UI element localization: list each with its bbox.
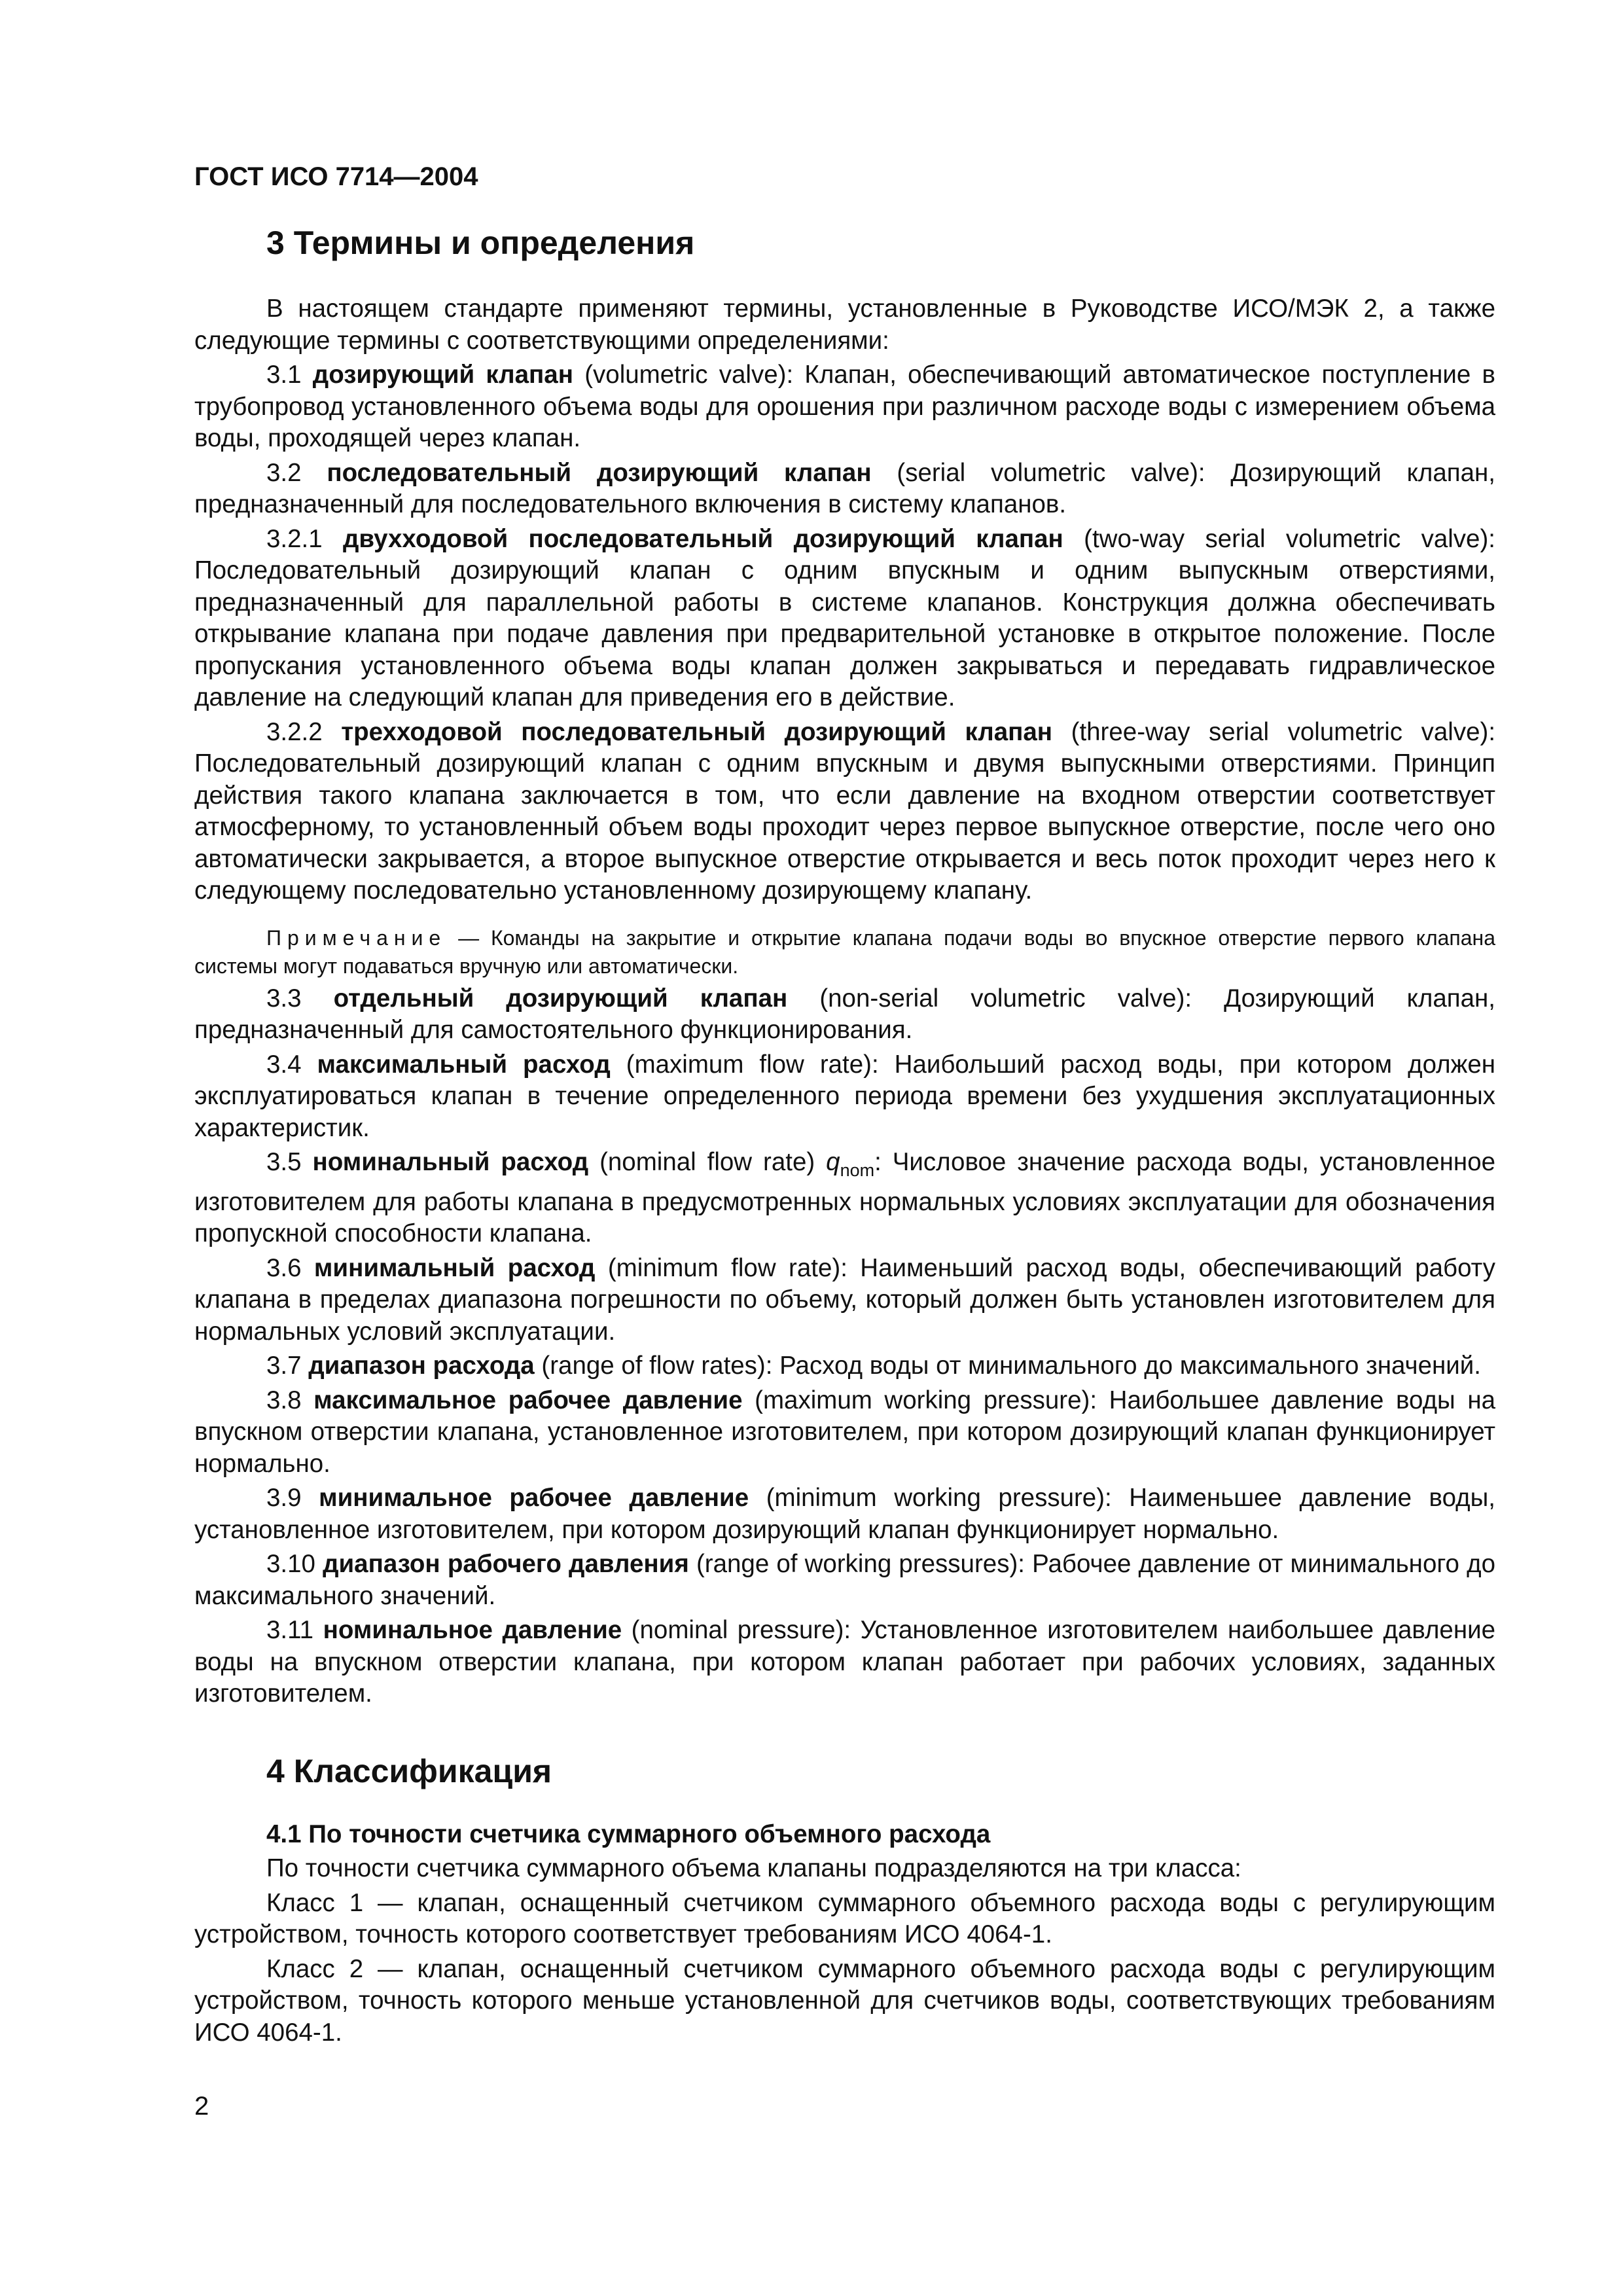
- term-3-6: [194, 1253, 1495, 1348]
- term-number: 3.2: [266, 458, 302, 487]
- term-name: двухходовой последовательный дозирующий клапан: [342, 524, 1063, 553]
- term-number: 3.10: [266, 1550, 315, 1578]
- term-3-1: [194, 359, 1495, 455]
- term-definition: (two-way serial volumetric valve): Последовательный дозирующий клапан с одним впускным и одним выпускным отверстиями, предназначенный для параллельной работы в системе клапанов. Конструкция должна обеспечивать открывание клапана при подаче давления при предварительной установке в открытое положение. После пропускания установленного объема воды клапан должен закрываться и передавать гидравлическое давление на следующий клапан для приведения его в действие.: [194, 524, 1495, 711]
- subsection-4-1-heading: 4.1 По точности счетчика суммарного объемного расхода: [266, 1820, 991, 1848]
- term-3-8: [194, 1385, 1495, 1480]
- term-3-4: [194, 1049, 1495, 1145]
- term-definition: (maximum flow rate): Наибольший расход воды, при котором должен эксплуатироваться клапан в течение определенного периода времени без ухудшения эксплуатационных характеристик.: [194, 1050, 1496, 1142]
- term-3-7: [194, 1350, 1495, 1382]
- term-number: 3.9: [266, 1484, 302, 1512]
- term-3-5: [194, 1147, 1495, 1250]
- section-3-heading: 3 Термины и определения: [266, 224, 695, 261]
- term-definition: (volumetric valve): Клапан, обеспечивающий автоматическое поступление в трубопровод установленного объема воды для орошения при различном расходе воды с измерением объема воды, проходящей через клапан.: [194, 361, 1495, 452]
- term-number: 3.2.1: [266, 524, 323, 553]
- term-name: последовательный дозирующий клапан: [327, 458, 872, 487]
- term-name: номинальный расход: [312, 1148, 589, 1176]
- term-number: 3.4: [266, 1050, 302, 1079]
- term-definition: (range of working pressures): Рабочее давление от минимального до максимального значений.: [194, 1550, 1495, 1610]
- term-3-2: [194, 457, 1495, 521]
- section-4-paragraph: Класс 1 — клапан, оснащенный счетчиком суммарного объемного расхода воды с регулирующим устройством, точность которого соответствует требованиям ИСО 4064-1.: [194, 1888, 1495, 1948]
- term-number: 3.7: [266, 1352, 302, 1380]
- term-name: номинальное давление: [323, 1616, 622, 1644]
- term-definition: (minimum flow rate): Наименьший расход воды, обеспечивающий работу клапана в пределах диапазона погрешности по объему, который должен быть установлен изготовителем для нормальных условий эксплуатации.: [194, 1253, 1495, 1346]
- term-3-2-2: [194, 717, 1495, 907]
- term-definition-prefix: (nominal flow rate): [599, 1148, 827, 1176]
- term-name: минимальное рабочее давление: [319, 1484, 749, 1512]
- term-number: 3.2.2: [266, 717, 323, 746]
- term-3-9: [194, 1482, 1495, 1546]
- term-definition: (three-way serial volumetric valve): Последовательный дозирующий клапан с одним впускным и двумя выпускными отверстиями. Принцип действия такого клапана заключается в том, что если давление на входном отверстии соответствует атмосферному, то установленный объем воды проходит через первое выпускное отверстие, после чего оно автоматически закрывается, а второе выпускное отверстие открывается и весь поток проходит через него к следующему последовательно установленному дозирующему клапану.: [194, 717, 1496, 905]
- term-name: максимальный расход: [317, 1050, 611, 1079]
- section-4-paragraph: Класс 2 — клапан, оснащенный счетчиком суммарного объемного расхода воды с регулирующим устройством, точность которого меньше установленной для счетчиков воды, соответствующих требованиям ИСО 4064-1.: [194, 1954, 1495, 2047]
- term-number: 3.3: [266, 984, 302, 1013]
- page-content: [194, 223, 1495, 2049]
- document-header-code: ГОСТ ИСО 7714—2004: [194, 162, 478, 191]
- section-4-heading: 4 Классификация: [266, 1752, 552, 1789]
- term-name: диапазон расхода: [308, 1352, 535, 1380]
- term-3-3: [194, 983, 1495, 1047]
- term-definition: : Числовое значение расхода воды, установленное изготовителем для работы клапана в предусмотренных нормальных условиях эксплуатации для обозначения пропускной способности клапана.: [194, 1148, 1496, 1247]
- term-name: максимальное рабочее давление: [313, 1386, 743, 1414]
- term-3-11: [194, 1615, 1495, 1710]
- term-definition: (non-serial volumetric valve): Дозирующий клапан, предназначенный для самостоятельного функционирования.: [194, 984, 1495, 1044]
- note-paragraph: [194, 924, 1495, 980]
- term-3-10: [194, 1549, 1495, 1612]
- term-definition: (nominal pressure): Установленное изготовителем наибольшее давление воды на впускном отверстии клапана, при котором клапан работает при рабочих условиях, заданных изготовителем.: [194, 1616, 1495, 1708]
- term-name: трехходовой последовательный дозирующий клапан: [341, 717, 1053, 746]
- term-name: отдельный дозирующий клапан: [333, 984, 788, 1013]
- term-number: 3.11: [266, 1616, 314, 1644]
- term-definition: (serial volumetric valve): Дозирующий клапан, предназначенный для последовательного включения в систему клапанов.: [194, 458, 1495, 518]
- term-number: 3.6: [266, 1253, 302, 1282]
- term-number: 3.5: [266, 1148, 302, 1176]
- flow-symbol: q: [826, 1148, 840, 1176]
- term-definition: (minimum working pressure): Наименьшее давление воды, установленное изготовителем, при котором дозирующий клапан функционирует нормально.: [194, 1484, 1495, 1544]
- term-name: диапазон рабочего давления: [323, 1550, 689, 1578]
- term-number: 3.1: [266, 361, 302, 389]
- term-definition: (range of flow rates): Расход воды от минимального до максимального значений.: [541, 1352, 1481, 1380]
- section-4-paragraph: По точности счетчика суммарного объема клапаны подразделяются на три класса:: [266, 1854, 1241, 1882]
- term-3-2-1: [194, 524, 1495, 714]
- flow-symbol-subscript: nom: [840, 1160, 875, 1180]
- note-text: — Команды на закрытие и открытие клапана подачи воды во впускное отверстие первого клапана системы могут подаваться вручную или автоматически.: [194, 925, 1496, 978]
- page-number: 2: [194, 2092, 209, 2121]
- term-name: дозирующий клапан: [312, 361, 573, 389]
- term-name: минимальный расход: [313, 1253, 596, 1282]
- note-label: Примечание: [266, 925, 447, 950]
- term-definition: (maximum working pressure): Наибольшее давление воды на впускном отверстии клапана, установленное изготовителем, при котором дозирующий клапан функционирует нормально.: [194, 1386, 1496, 1478]
- term-number: 3.8: [266, 1386, 302, 1414]
- section-3-intro: В настоящем стандарте применяют термины, установленные в Руководстве ИСО/МЭК 2, а также следующие термины с соответствующими определениями:: [194, 295, 1495, 355]
